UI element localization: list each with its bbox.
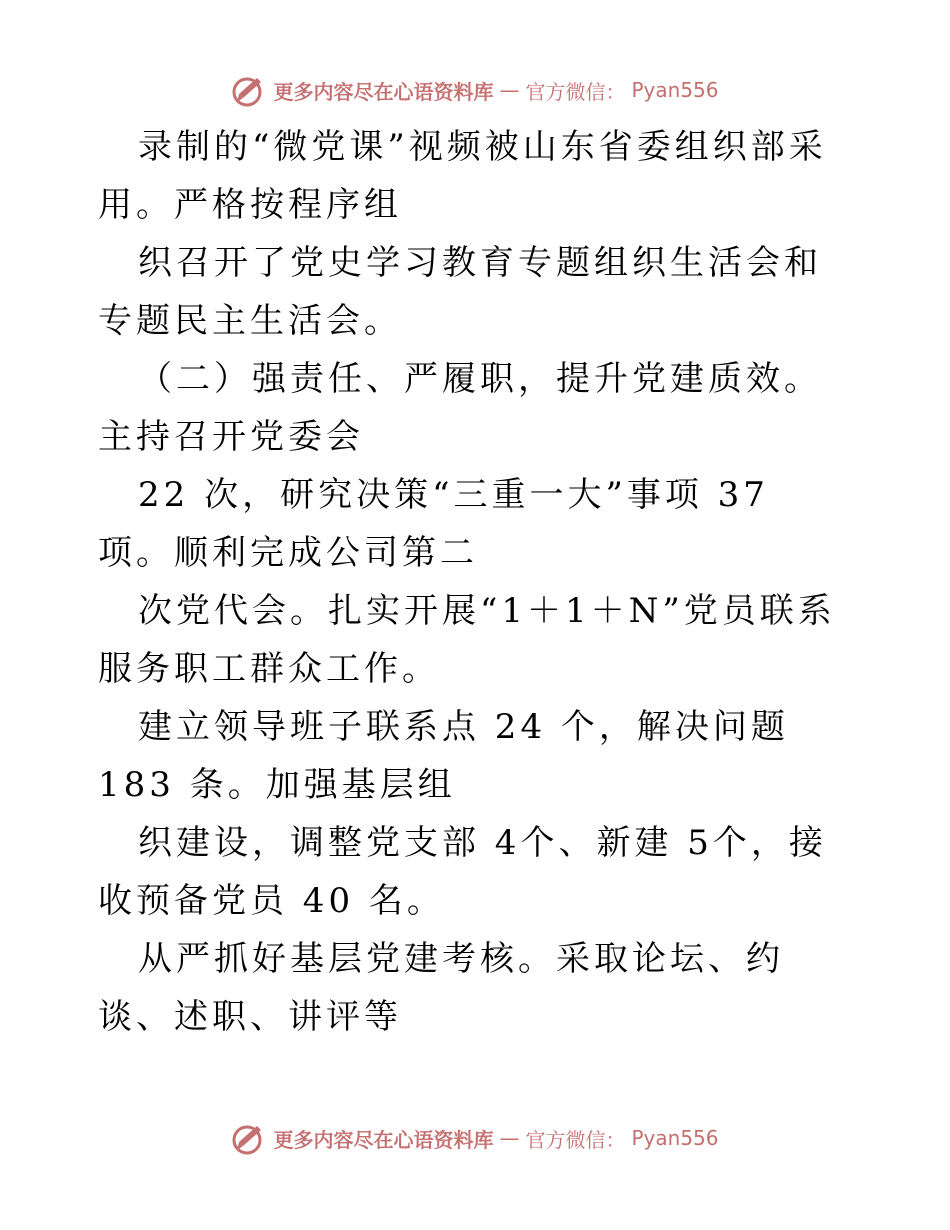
footer-wechat-id: Pyan556 xyxy=(631,1126,719,1150)
paragraph-2: 织召开了党史学习教育专题组织生活会和专题民主生活会。 xyxy=(98,243,822,341)
footer-site-text: 更多内容尽在心语资料库 xyxy=(273,1127,494,1152)
footer-wechat-label: 官方微信： xyxy=(525,1127,626,1152)
paragraph-3: （二）强责任、严履职，提升党建质效。主持召开党委会 xyxy=(98,359,822,457)
header-dash: — xyxy=(499,78,520,102)
header-wechat-label: 官方微信： xyxy=(525,79,626,104)
footer-dash: — xyxy=(499,1126,520,1150)
pen-logo-icon xyxy=(231,72,267,108)
footer-watermark xyxy=(0,1118,950,1158)
paragraph-8: 从严抓好基层党建考核。采取论坛、约谈、述职、讲评等 xyxy=(98,939,784,1037)
paragraph-6: 建立领导班子联系点 24 个，解决问题 183 条。加强基层组 xyxy=(98,707,789,805)
header-wechat-id: Pyan556 xyxy=(631,78,719,102)
paragraph-4: 22 次，研究决策“三重一大”事项 37 项。顺利完成公司第二 xyxy=(98,475,769,573)
paragraph-1: 录制的“微党课”视频被山东省委组织部采用。严格按程序组 xyxy=(98,127,827,225)
header-watermark xyxy=(0,70,950,110)
paragraph-7: 织建设，调整党支部 4个、新建 5个，接收预备党员 40 名。 xyxy=(98,823,827,921)
paragraph-5: 次党代会。扎实开展“1＋1＋N”党员联系服务职工群众工作。 xyxy=(98,591,836,689)
document-body xyxy=(98,118,858,1046)
header-site-text: 更多内容尽在心语资料库 xyxy=(273,79,494,104)
pen-logo-icon xyxy=(231,1120,267,1156)
